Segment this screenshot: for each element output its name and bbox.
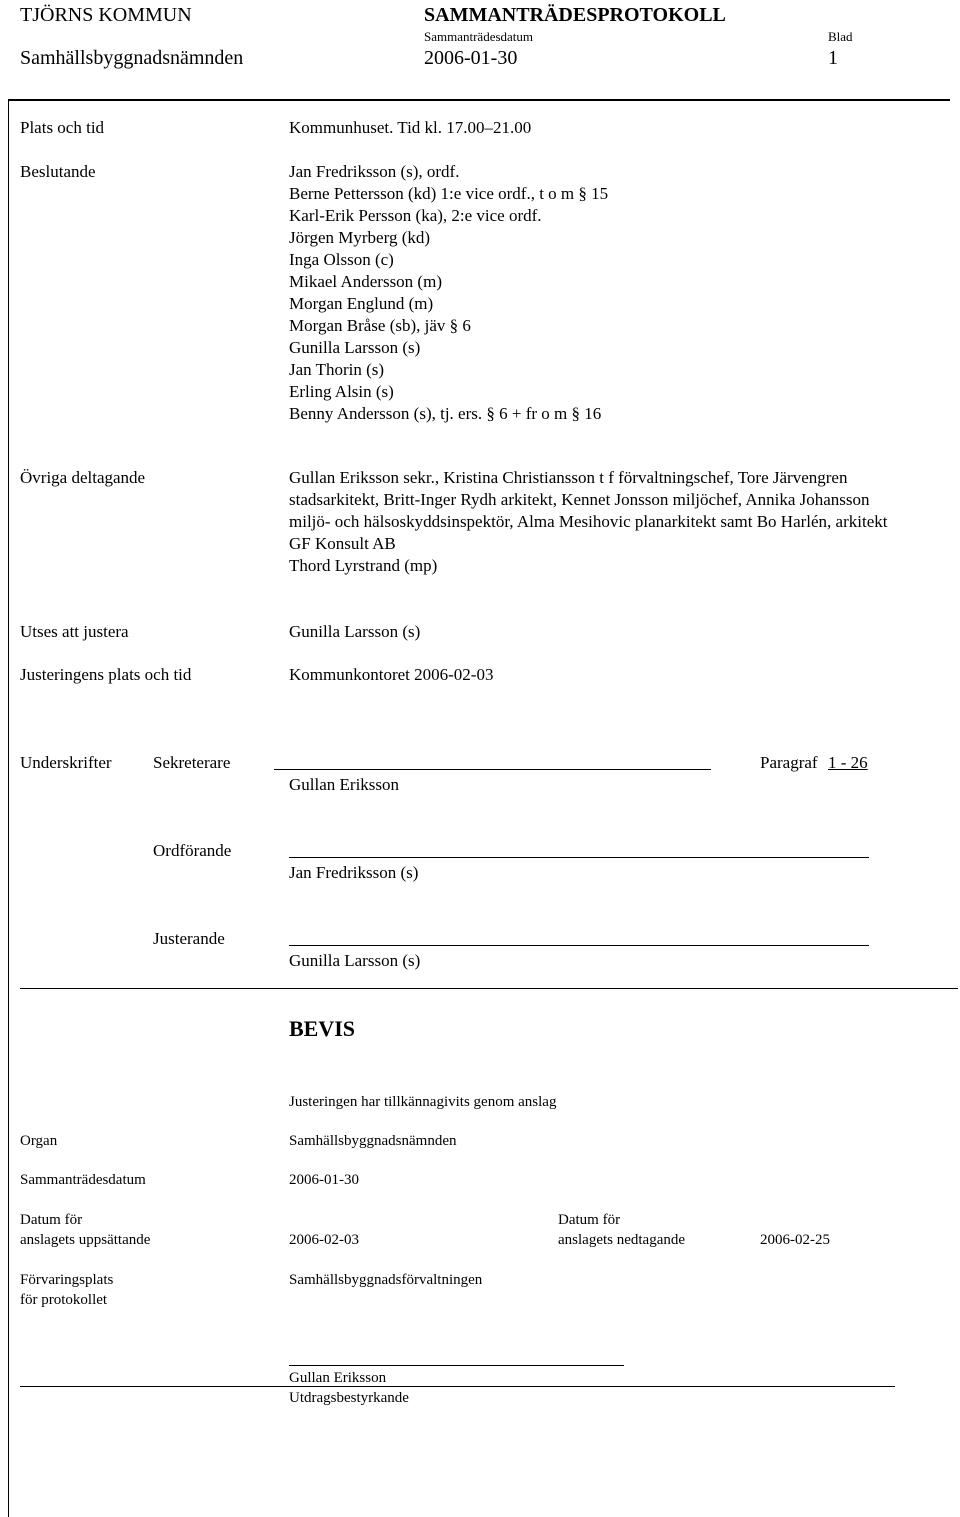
others-list xyxy=(289,467,887,577)
removal-date: 2006-02-25 xyxy=(760,1232,830,1248)
bottom-rule xyxy=(20,1386,895,1387)
signatures-label: Underskrifter xyxy=(20,753,112,772)
adjust-place-label: Justeringens plats och tid xyxy=(20,665,192,684)
header-rule xyxy=(8,99,950,101)
deciding-member: Jan Thorin (s) xyxy=(289,360,385,379)
deciding-member: Mikael Andersson (m) xyxy=(289,272,442,291)
posting-label-1: Datum för xyxy=(20,1212,83,1228)
left-margin-rule xyxy=(8,99,9,1517)
place-value: Kommunhuset. Tid kl. 17.00–21.00 xyxy=(289,118,532,137)
secretary-name: Gullan Eriksson xyxy=(289,775,400,794)
removal-label-1: Datum för xyxy=(558,1212,621,1228)
posting-date: 2006-02-03 xyxy=(289,1232,359,1248)
chair-label: Ordförande xyxy=(153,841,232,860)
bevis-meeting-date: 2006-01-30 xyxy=(289,1172,359,1188)
storage-value: Samhällsbyggnadsförvaltningen xyxy=(289,1272,483,1288)
deciding-member: Morgan Bråse (sb), jäv § 6 xyxy=(289,316,471,335)
deciding-list xyxy=(289,161,608,425)
meeting-date: 2006-01-30 xyxy=(424,47,518,69)
deciding-member: Benny Andersson (s), tj. ers. § 6 + fr o m § 16 xyxy=(289,404,602,423)
sheet-number: 1 xyxy=(828,47,838,69)
municipality-name: TJÖRNS KOMMUN xyxy=(20,4,192,26)
organ-label: Organ xyxy=(20,1133,58,1149)
deciding-label: Beslutande xyxy=(20,162,96,181)
others-line: stadsarkitekt, Britt-Inger Rydh arkitekt, Kennet Jonsson miljöchef, Annika Johansson xyxy=(289,490,870,509)
deciding-member: Gunilla Larsson (s) xyxy=(289,338,421,357)
certifier-role: Utdragsbestyrkande xyxy=(289,1390,409,1406)
certifier-signature-line xyxy=(289,1365,624,1366)
others-line: Thord Lyrstrand (mp) xyxy=(289,556,438,575)
adjuster-label: Utses att justera xyxy=(20,622,129,641)
adjuster-sign-label: Justerande xyxy=(153,929,225,948)
storage-label-1: Förvaringsplats xyxy=(20,1272,114,1288)
adjuster-signature-line xyxy=(289,945,869,946)
others-label: Övriga deltagande xyxy=(20,468,146,487)
others-line: miljö- och hälsoskyddsinspektör, Alma Mesihovic planarkitekt samt Bo Harlén, arkitekt xyxy=(289,512,888,531)
others-line: Gullan Eriksson sekr., Kristina Christiansson t f förvaltningschef, Tore Järvengren xyxy=(289,468,848,487)
deciding-member: Inga Olsson (c) xyxy=(289,250,394,269)
document-type: SAMMANTRÄDESPROTOKOLL xyxy=(424,4,726,26)
others-line: GF Konsult AB xyxy=(289,534,396,553)
organ-value: Samhällsbyggnadsnämnden xyxy=(289,1133,457,1149)
secretary-label: Sekreterare xyxy=(153,753,231,772)
chair-name: Jan Fredriksson (s) xyxy=(289,863,419,882)
deciding-member: Jan Fredriksson (s), ordf. xyxy=(289,162,460,181)
bevis-intro: Justeringen har tillkännagivits genom anslag xyxy=(289,1094,557,1110)
adjuster-sign-name: Gunilla Larsson (s) xyxy=(289,951,421,970)
meeting-date-label: Sammanträdesdatum xyxy=(424,29,534,44)
deciding-member: Erling Alsin (s) xyxy=(289,382,394,401)
posting-label-2: anslagets uppsättande xyxy=(20,1232,151,1248)
section-divider xyxy=(20,988,958,989)
paragraph-label: Paragraf xyxy=(760,753,818,772)
chair-signature-line xyxy=(289,857,869,858)
bevis-meeting-date-label: Sammanträdesdatum xyxy=(20,1172,146,1188)
place-label: Plats och tid xyxy=(20,118,105,137)
bevis-title: BEVIS xyxy=(289,1016,356,1041)
deciding-member: Karl-Erik Persson (ka), 2:e vice ordf. xyxy=(289,206,542,225)
deciding-member: Morgan Englund (m) xyxy=(289,294,434,313)
deciding-member: Berne Pettersson (kd) 1:e vice ordf., t o m § 15 xyxy=(289,184,609,203)
committee-name: Samhällsbyggnadsnämnden xyxy=(20,47,244,69)
certifier-name: Gullan Eriksson xyxy=(289,1370,387,1386)
paragraph-range: 1 - 26 xyxy=(828,753,868,772)
adjust-place-value: Kommunkontoret 2006-02-03 xyxy=(289,665,494,684)
storage-label-2: för protokollet xyxy=(20,1292,108,1308)
secretary-signature-line xyxy=(274,769,711,770)
deciding-member: Jörgen Myrberg (kd) xyxy=(289,228,431,247)
removal-label-2: anslagets nedtagande xyxy=(558,1232,686,1248)
sheet-label: Blad xyxy=(828,29,853,44)
adjuster-value: Gunilla Larsson (s) xyxy=(289,622,421,641)
